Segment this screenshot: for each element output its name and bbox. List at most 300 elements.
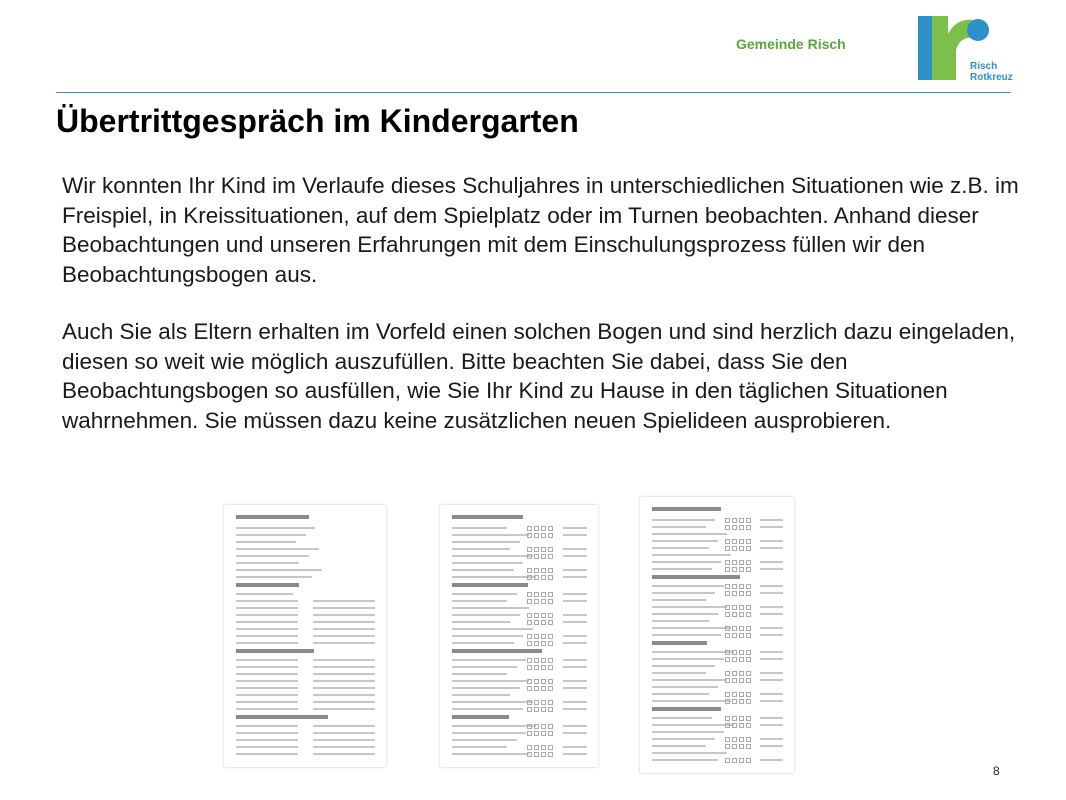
thumbnail-checkbox bbox=[541, 686, 546, 691]
thumbnail-text-line bbox=[760, 658, 783, 660]
thumbnail-text-line bbox=[452, 576, 536, 578]
thumbnail-checkbox bbox=[739, 678, 744, 683]
thumbnail-checkbox bbox=[534, 700, 539, 705]
thumbnail-checkbox bbox=[541, 707, 546, 712]
thumbnail-checkbox bbox=[534, 634, 539, 639]
thumbnail-text-line bbox=[236, 562, 299, 564]
thumbnail-checkbox bbox=[746, 605, 751, 610]
thumbnail-text-line bbox=[652, 679, 727, 681]
thumbnail-checkbox bbox=[527, 634, 532, 639]
thumbnail-checkbox bbox=[746, 525, 751, 530]
thumbnail-text-line bbox=[760, 606, 783, 608]
thumbnail-checkbox bbox=[534, 575, 539, 580]
thumbnail-text-line bbox=[652, 731, 724, 733]
thumbnail-text-line bbox=[760, 634, 783, 636]
thumbnail-checkbox bbox=[534, 665, 539, 670]
thumbnail-checkbox bbox=[732, 671, 737, 676]
thumbnail-heading-line bbox=[452, 715, 509, 719]
thumbnail-checkbox bbox=[732, 591, 737, 596]
thumbnail-checkbox bbox=[534, 724, 539, 729]
thumbnail-checkbox bbox=[725, 567, 730, 572]
thumbnail-checkbox bbox=[725, 612, 730, 617]
thumbnail-checkbox bbox=[732, 723, 737, 728]
thumbnail-checkbox bbox=[739, 716, 744, 721]
thumbnail-checkbox bbox=[739, 560, 744, 565]
thumbnail-checkbox bbox=[732, 678, 737, 683]
thumbnail-text-line bbox=[452, 607, 529, 609]
thumbnail-checkbox bbox=[534, 547, 539, 552]
thumbnail-checkbox bbox=[534, 554, 539, 559]
thumbnail-text-line bbox=[313, 635, 375, 637]
thumbnail-checkbox bbox=[527, 707, 532, 712]
thumbnail-checkbox bbox=[739, 525, 744, 530]
thumbnail-checkbox bbox=[732, 626, 737, 631]
thumbnail-checkbox bbox=[746, 633, 751, 638]
thumbnail-text-line bbox=[563, 621, 587, 623]
thumbnail-text-line bbox=[452, 746, 507, 748]
thumbnail-checkbox bbox=[548, 575, 553, 580]
paragraph-parents: Auch Sie als Eltern erhalten im Vorfeld einen solchen Bogen und sind herzlich dazu eingeladen, diesen so weit wie möglich auszufüllen. Bitte beachten Sie dabei, dass Sie den Beobachtungsbogen so ausfüllen, wie Sie Ihr Kind zu Hause in den täglichen Situationen wahrnehmen. Sie müssen dazu keine zusätzlichen neuen Spielideen ausprobieren. bbox=[62, 319, 1016, 433]
thumbnail-checkbox bbox=[732, 650, 737, 655]
thumbnail-checkbox bbox=[534, 686, 539, 691]
thumbnail-checkbox bbox=[527, 665, 532, 670]
thumbnail-text-line bbox=[563, 725, 587, 727]
thumbnail-checkbox bbox=[739, 567, 744, 572]
thumbnail-checkbox bbox=[541, 620, 546, 625]
thumbnail-checkbox bbox=[732, 633, 737, 638]
thumbnail-checkbox bbox=[725, 744, 730, 749]
thumbnail-text-line bbox=[236, 732, 298, 734]
thumbnail-checkbox bbox=[725, 650, 730, 655]
thumbnail-text-line bbox=[452, 694, 510, 696]
thumbnail-text-line bbox=[652, 634, 721, 636]
thumbnail-checkbox bbox=[534, 641, 539, 646]
thumbnail-checkbox bbox=[548, 724, 553, 729]
thumbnail-checkbox bbox=[746, 758, 751, 763]
thumbnail-checkbox bbox=[725, 737, 730, 742]
thumbnail-text-line bbox=[236, 659, 298, 661]
thumbnail-text-line bbox=[563, 642, 587, 644]
thumbnail-checkbox bbox=[725, 657, 730, 662]
thumbnail-checkbox bbox=[725, 518, 730, 523]
thumbnail-checkbox bbox=[548, 679, 553, 684]
thumbnail-checkbox bbox=[534, 707, 539, 712]
thumbnail-checkbox bbox=[725, 539, 730, 544]
thumbnail-text-line bbox=[236, 642, 298, 644]
thumbnail-heading-line bbox=[652, 641, 707, 645]
thumbnail-text-line bbox=[452, 753, 529, 755]
thumbnail-text-line bbox=[452, 534, 529, 536]
thumbnail-text-line bbox=[313, 607, 375, 609]
thumbnail-heading-line bbox=[652, 707, 721, 711]
thumbnail-text-line bbox=[452, 621, 510, 623]
thumbnail-checkbox bbox=[732, 525, 737, 530]
thumbnail-checkbox bbox=[739, 546, 744, 551]
thumbnail-text-line bbox=[652, 620, 709, 622]
thumbnail-text-line bbox=[760, 547, 783, 549]
thumbnail-text-line bbox=[236, 607, 298, 609]
thumbnail-checkbox bbox=[725, 591, 730, 596]
thumbnail-text-line bbox=[652, 519, 715, 521]
form-thumbnail-2 bbox=[440, 505, 598, 767]
thumbnail-text-line bbox=[313, 600, 375, 602]
thumbnail-text-line bbox=[652, 568, 712, 570]
thumbnail-text-line bbox=[236, 673, 298, 675]
thumbnail-checkbox bbox=[527, 599, 532, 604]
thumbnail-checkbox bbox=[548, 700, 553, 705]
thumbnail-heading-line bbox=[452, 583, 528, 587]
thumbnail-checkbox bbox=[534, 592, 539, 597]
thumbnail-checkbox bbox=[527, 526, 532, 531]
thumbnail-checkbox bbox=[541, 641, 546, 646]
thumbnail-checkbox bbox=[541, 752, 546, 757]
thumbnail-text-line bbox=[236, 600, 298, 602]
thumbnail-text-line bbox=[563, 555, 587, 557]
thumbnail-text-line bbox=[760, 561, 783, 563]
thumbnail-checkbox bbox=[746, 716, 751, 721]
thumbnail-checkbox bbox=[739, 737, 744, 742]
logo-text-line2: Rotkreuz bbox=[970, 72, 1013, 83]
thumbnail-text-line bbox=[760, 627, 783, 629]
thumbnail-text-line bbox=[652, 533, 727, 535]
logo-text bbox=[970, 61, 1013, 83]
thumbnail-text-line bbox=[236, 555, 309, 557]
thumbnail-checkbox bbox=[527, 575, 532, 580]
thumbnail-checkbox bbox=[746, 671, 751, 676]
thumbnail-heading-line bbox=[452, 649, 542, 653]
organization-name: Gemeinde Risch bbox=[736, 36, 846, 52]
thumbnail-text-line bbox=[760, 568, 783, 570]
thumbnail-text-line bbox=[563, 593, 587, 595]
thumbnail-text-line bbox=[652, 606, 727, 608]
thumbnail-text-line bbox=[652, 554, 731, 556]
thumbnail-text-line bbox=[652, 724, 734, 726]
thumbnail-checkbox bbox=[541, 724, 546, 729]
thumbnail-text-line bbox=[563, 548, 587, 550]
thumbnail-text-line bbox=[452, 548, 510, 550]
thumbnail-checkbox bbox=[732, 539, 737, 544]
thumbnail-checkbox bbox=[746, 650, 751, 655]
thumbnail-text-line bbox=[760, 526, 783, 528]
thumbnail-text-line bbox=[652, 651, 734, 653]
thumbnail-checkbox bbox=[732, 612, 737, 617]
thumbnail-text-line bbox=[313, 621, 375, 623]
thumbnail-checkbox bbox=[527, 613, 532, 618]
thumbnail-text-line bbox=[652, 738, 715, 740]
thumbnail-checkbox bbox=[534, 599, 539, 604]
thumbnail-checkbox bbox=[732, 518, 737, 523]
thumbnail-checkbox bbox=[548, 634, 553, 639]
thumbnail-text-line bbox=[236, 680, 298, 682]
thumbnail-checkbox bbox=[527, 752, 532, 757]
thumbnail-text-line bbox=[652, 561, 721, 563]
thumbnail-text-line bbox=[652, 759, 718, 761]
thumbnail-heading-line bbox=[236, 715, 328, 719]
thumbnail-checkbox bbox=[739, 650, 744, 655]
thumbnail-checkbox bbox=[725, 560, 730, 565]
thumbnail-text-line bbox=[563, 635, 587, 637]
thumbnail-checkbox bbox=[541, 679, 546, 684]
thumbnail-checkbox bbox=[548, 547, 553, 552]
thumbnail-text-line bbox=[563, 659, 587, 661]
thumbnail-text-line bbox=[452, 659, 526, 661]
thumbnail-checkbox bbox=[548, 641, 553, 646]
thumbnail-checkbox bbox=[732, 657, 737, 662]
thumbnail-text-line bbox=[652, 526, 706, 528]
thumbnail-text-line bbox=[236, 534, 306, 536]
thumbnail-checkbox bbox=[725, 671, 730, 676]
thumbnail-checkbox bbox=[541, 547, 546, 552]
thumbnail-checkbox bbox=[527, 679, 532, 684]
thumbnail-checkbox bbox=[746, 723, 751, 728]
thumbnail-checkbox bbox=[746, 699, 751, 704]
thumbnail-checkbox bbox=[746, 744, 751, 749]
thumbnail-checkbox bbox=[527, 547, 532, 552]
thumbnail-checkbox bbox=[527, 554, 532, 559]
thumbnail-checkbox bbox=[739, 744, 744, 749]
thumbnail-checkbox bbox=[541, 665, 546, 670]
thumbnail-checkbox bbox=[534, 679, 539, 684]
thumbnail-checkbox bbox=[739, 584, 744, 589]
thumbnail-text-line bbox=[313, 694, 375, 696]
thumbnail-checkbox bbox=[746, 567, 751, 572]
thumbnail-checkbox bbox=[732, 716, 737, 721]
thumbnail-text-line bbox=[760, 613, 783, 615]
thumbnail-text-line bbox=[652, 585, 724, 587]
thumbnail-text-line bbox=[563, 534, 587, 536]
thumbnail-heading-line bbox=[652, 575, 740, 579]
paragraph-observation: Wir konnten Ihr Kind im Verlaufe dieses Schuljahres in unterschiedlichen Situationen wie z.B. im Freispiel, in Kreissituationen, auf dem Spielplatz oder im Turnen beobachten. Anhand dieser Beobachtungen und unseren Erfahrungen mit dem Einschulungsprozess füllen wir den Beobachtungsbogen aus. bbox=[62, 173, 1019, 287]
thumbnail-text-line bbox=[452, 708, 523, 710]
thumbnail-checkbox bbox=[527, 568, 532, 573]
thumbnail-checkbox bbox=[527, 700, 532, 705]
thumbnail-checkbox bbox=[732, 567, 737, 572]
thumbnail-text-line bbox=[236, 621, 298, 623]
thumbnail-checkbox bbox=[739, 591, 744, 596]
thumbnail-checkbox bbox=[739, 671, 744, 676]
thumbnail-checkbox bbox=[732, 560, 737, 565]
thumbnail-checkbox bbox=[541, 592, 546, 597]
thumbnail-text-line bbox=[452, 666, 517, 668]
thumbnail-checkbox bbox=[746, 591, 751, 596]
thumbnail-text-line bbox=[652, 700, 731, 702]
thumbnail-checkbox bbox=[548, 752, 553, 757]
thumbnail-text-line bbox=[452, 725, 536, 727]
thumbnail-text-line bbox=[563, 614, 587, 616]
thumbnail-text-line bbox=[760, 679, 783, 681]
thumbnail-checkbox bbox=[548, 613, 553, 618]
thumbnail-checkbox bbox=[548, 533, 553, 538]
thumbnail-checkbox bbox=[725, 584, 730, 589]
thumbnail-text-line bbox=[652, 627, 731, 629]
thumbnail-checkbox bbox=[541, 658, 546, 663]
thumbnail-text-line bbox=[652, 540, 718, 542]
thumbnail-checkbox bbox=[746, 692, 751, 697]
thumbnail-text-line bbox=[236, 753, 298, 755]
thumbnail-text-line bbox=[563, 600, 587, 602]
thumbnail-checkbox bbox=[548, 568, 553, 573]
thumbnail-checkbox bbox=[527, 620, 532, 625]
thumbnail-checkbox bbox=[548, 592, 553, 597]
thumbnail-text-line bbox=[563, 746, 587, 748]
thumbnail-text-line bbox=[563, 666, 587, 668]
thumbnail-checkbox bbox=[739, 633, 744, 638]
thumbnail-text-line bbox=[313, 732, 375, 734]
thumbnail-text-line bbox=[563, 527, 587, 529]
thumbnail-text-line bbox=[313, 628, 375, 630]
thumbnail-text-line bbox=[563, 680, 587, 682]
thumbnail-checkbox bbox=[527, 592, 532, 597]
thumbnail-text-line bbox=[452, 642, 514, 644]
thumbnail-text-line bbox=[760, 651, 783, 653]
thumbnail-text-line bbox=[452, 593, 517, 595]
thumbnail-text-line bbox=[313, 687, 375, 689]
thumbnail-checkbox bbox=[725, 633, 730, 638]
thumbnail-text-line bbox=[313, 708, 375, 710]
thumbnail-text-line bbox=[652, 547, 709, 549]
thumbnail-text-line bbox=[760, 745, 783, 747]
thumbnail-text-line bbox=[563, 732, 587, 734]
thumbnail-text-line bbox=[313, 680, 375, 682]
thumbnail-text-line bbox=[760, 759, 783, 761]
thumbnail-checkbox bbox=[548, 686, 553, 691]
thumbnail-text-line bbox=[452, 614, 520, 616]
thumbnail-checkbox bbox=[746, 737, 751, 742]
thumbnail-text-line bbox=[236, 614, 298, 616]
thumbnail-text-line bbox=[313, 739, 375, 741]
thumbnail-checkbox bbox=[548, 526, 553, 531]
thumbnail-text-line bbox=[236, 541, 296, 543]
thumbnail-text-line bbox=[313, 642, 375, 644]
thumbnail-text-line bbox=[452, 673, 507, 675]
thumbnail-checkbox bbox=[725, 678, 730, 683]
thumbnail-text-line bbox=[236, 694, 298, 696]
thumbnail-text-line bbox=[236, 666, 298, 668]
thumbnail-text-line bbox=[236, 708, 298, 710]
thumbnail-checkbox bbox=[739, 605, 744, 610]
thumbnail-checkbox bbox=[725, 605, 730, 610]
thumbnail-checkbox bbox=[548, 620, 553, 625]
thumbnail-checkbox bbox=[746, 539, 751, 544]
thumbnail-checkbox bbox=[534, 613, 539, 618]
thumbnail-text-line bbox=[452, 541, 520, 543]
thumbnail-checkbox bbox=[725, 692, 730, 697]
thumbnail-text-line bbox=[652, 665, 715, 667]
thumbnail-checkbox bbox=[746, 626, 751, 631]
thumbnail-checkbox bbox=[534, 526, 539, 531]
thumbnail-heading-line bbox=[236, 515, 309, 519]
thumbnail-checkbox bbox=[725, 723, 730, 728]
thumbnail-checkbox bbox=[732, 692, 737, 697]
thumbnail-checkbox bbox=[746, 560, 751, 565]
thumbnail-checkbox bbox=[732, 758, 737, 763]
thumbnail-checkbox bbox=[541, 731, 546, 736]
thumbnail-text-line bbox=[452, 687, 520, 689]
page-number: 8 bbox=[993, 764, 1000, 778]
thumbnail-text-line bbox=[652, 752, 727, 754]
thumbnail-text-line bbox=[563, 569, 587, 571]
thumbnail-text-line bbox=[236, 548, 319, 550]
thumbnail-checkbox bbox=[541, 613, 546, 618]
thumbnail-checkbox bbox=[541, 575, 546, 580]
thumbnail-text-line bbox=[313, 666, 375, 668]
thumbnail-text-line bbox=[313, 701, 375, 703]
thumbnail-text-line bbox=[760, 717, 783, 719]
thumbnail-checkbox bbox=[732, 605, 737, 610]
thumbnail-checkbox bbox=[739, 626, 744, 631]
thumbnail-checkbox bbox=[541, 599, 546, 604]
thumbnail-heading-line bbox=[452, 515, 523, 519]
thumbnail-heading-line bbox=[236, 583, 299, 587]
thumbnail-text-line bbox=[236, 687, 298, 689]
thumbnail-text-line bbox=[452, 600, 507, 602]
thumbnail-checkbox bbox=[739, 758, 744, 763]
thumbnail-text-line bbox=[652, 599, 706, 601]
thumbnail-text-line bbox=[236, 628, 298, 630]
thumbnail-text-line bbox=[313, 753, 375, 755]
thumbnail-checkbox bbox=[534, 731, 539, 736]
thumbnail-checkbox bbox=[541, 700, 546, 705]
thumbnail-checkbox bbox=[541, 533, 546, 538]
thumbnail-checkbox bbox=[527, 641, 532, 646]
thumbnail-text-line bbox=[760, 693, 783, 695]
thumbnail-checkbox bbox=[739, 539, 744, 544]
thumbnail-text-line bbox=[760, 585, 783, 587]
thumbnail-text-line bbox=[760, 738, 783, 740]
thumbnail-text-line bbox=[236, 569, 322, 571]
thumbnail-checkbox bbox=[739, 518, 744, 523]
thumbnail-checkbox bbox=[534, 658, 539, 663]
thumbnail-text-line bbox=[313, 659, 375, 661]
thumbnail-text-line bbox=[236, 739, 298, 741]
thumbnail-text-line bbox=[760, 724, 783, 726]
thumbnail-checkbox bbox=[527, 686, 532, 691]
thumbnail-checkbox bbox=[732, 584, 737, 589]
thumbnail-text-line bbox=[563, 701, 587, 703]
thumbnail-checkbox bbox=[548, 745, 553, 750]
thumbnail-checkbox bbox=[739, 692, 744, 697]
header-divider bbox=[56, 92, 1011, 93]
thumbnail-checkbox bbox=[527, 658, 532, 663]
thumbnail-checkbox bbox=[725, 758, 730, 763]
thumbnail-text-line bbox=[313, 746, 375, 748]
thumbnail-text-line bbox=[452, 701, 533, 703]
thumbnail-heading-line bbox=[652, 507, 721, 511]
thumbnail-text-line bbox=[236, 746, 298, 748]
thumbnail-checkbox bbox=[534, 752, 539, 757]
thumbnail-text-line bbox=[652, 745, 706, 747]
thumbnail-checkbox bbox=[739, 657, 744, 662]
thumbnail-text-line bbox=[760, 700, 783, 702]
thumbnail-heading-line bbox=[236, 649, 314, 653]
thumbnail-text-line bbox=[236, 725, 298, 727]
thumbnail-checkbox bbox=[534, 568, 539, 573]
thumbnail-text-line bbox=[563, 576, 587, 578]
thumbnail-text-line bbox=[313, 725, 375, 727]
thumbnail-text-line bbox=[313, 673, 375, 675]
thumbnail-text-line bbox=[452, 739, 517, 741]
thumbnail-checkbox bbox=[548, 554, 553, 559]
thumbnail-checkbox bbox=[541, 634, 546, 639]
thumbnail-checkbox bbox=[725, 699, 730, 704]
thumbnail-text-line bbox=[652, 592, 715, 594]
thumbnail-checkbox bbox=[548, 599, 553, 604]
thumbnail-checkbox bbox=[725, 525, 730, 530]
thumbnail-text-line bbox=[452, 562, 523, 564]
thumbnail-text-line bbox=[760, 672, 783, 674]
thumbnail-checkbox bbox=[739, 699, 744, 704]
thumbnail-checkbox bbox=[527, 533, 532, 538]
